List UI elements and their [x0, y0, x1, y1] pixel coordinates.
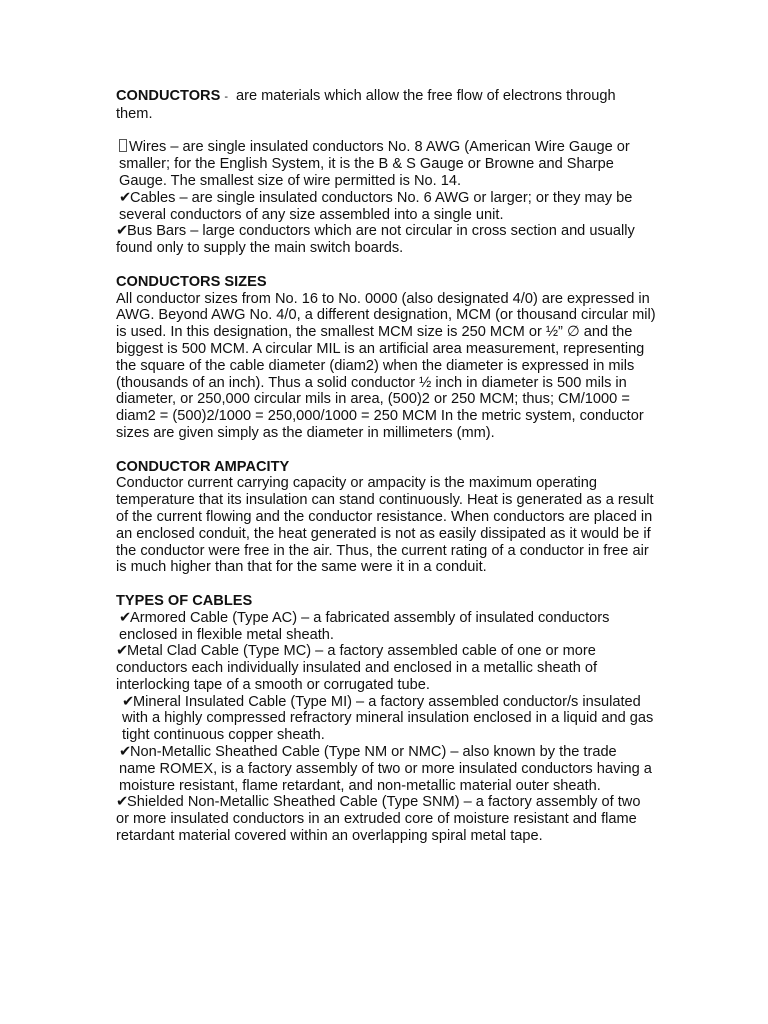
- conductors-definition: [116, 88, 656, 123]
- cable-item: [116, 610, 656, 644]
- spacer: [116, 442, 656, 459]
- cable-item: [116, 794, 656, 844]
- ampacity-heading: CONDUCTOR AMPACITY: [116, 458, 290, 475]
- document-page: [116, 88, 656, 845]
- box-bullet-icon: [119, 139, 127, 152]
- spacer: [116, 257, 656, 274]
- cable-item-text: Non-Metallic Sheathed Cable (Type NM or NMC) – also known by the trade name ROMEX, is a factory assembly of two or more insulated conductors having a moisture resistant, flame retardant, and non-metallic material outer sheath.: [119, 744, 652, 794]
- sizes-body: All conductor sizes from No. 16 to No. 0000 (also designated 4/0) are expressed in AWG. Beyond AWG No. 4/0, a different designation, MCM (or thousand circular mil) is used. In this designation, the smallest MCM size is 250 MCM or ½” ∅ and the biggest is 500 MCM. A circular MIL is an artificial area measurement, representing the square of the cable diameter (diam2) when the diameter is expressed in mils (thousands of an inch). Thus a solid conductor ½ inch in diameter is 500 mils in diameter, or 250,000 circular mils in area, (500)2 or 250 MCM; thus; CM/1000 = diam2 = (500)2/1000 = 250,000/1000 = 250 MCM In the metric system, conductor sizes are given simply as the diameter in millimeters (mm).: [116, 290, 656, 441]
- definition-text: Wires – are single insulated conductors No. 8 AWG (American Wire Gauge or smaller; for the English System, it is the B & S Gauge or Browne and Sharpe Gauge. The smallest size of wire permitted is No. 14.: [119, 139, 630, 189]
- check-bullet-icon: ✔: [119, 744, 132, 761]
- check-bullet-icon: ✔: [119, 609, 132, 626]
- definition-text: Cables – are single insulated conductors No. 6 AWG or larger; or they may be several conductors of any size assembled into a single unit.: [119, 189, 633, 223]
- check-bullet-icon: ✔: [116, 794, 129, 811]
- definition-bus-bars: [116, 223, 656, 257]
- conductors-heading: CONDUCTORS: [116, 88, 221, 104]
- ampacity-body: Conductor current carrying capacity or ampacity is the maximum operating temperature that its insulation can stand continuously. Heat is generated as a result of the current flowing and the conductor resistance. When conductors are placed in an enclosed conduit, the heat generated is not as easily dissipated as it would be if the conductor were free in the air. Thus, the current rating of a conductor in free air is much higher than that for the same were it in a conduit.: [116, 475, 654, 576]
- cable-item: [116, 694, 656, 744]
- definition-wires: [116, 139, 656, 189]
- check-bullet-icon: ✔: [119, 189, 132, 206]
- cable-item-text: Mineral Insulated Cable (Type MI) – a factory assembled conductor/s insulated with a highly compressed refractory mineral insulation enclosed in a liquid and gas tight continuous copper sheath.: [122, 693, 654, 744]
- check-bullet-icon: ✔: [122, 693, 135, 710]
- cable-item-text: Shielded Non-Metallic Sheathed Cable (Type SNM) – a factory assembly of two or more insulated conductors in an extruded core of moisture resistant and flame retardant material covered within an overlapping spiral metal tape.: [116, 794, 641, 845]
- cable-item: [116, 744, 656, 794]
- check-bullet-icon: ✔: [116, 223, 129, 240]
- sizes-heading: CONDUCTORS SIZES: [116, 273, 267, 290]
- separator: -: [224, 91, 228, 103]
- check-bullet-icon: ✔: [116, 643, 129, 660]
- cable-item-text: Armored Cable (Type AC) – a fabricated assembly of insulated conductors enclosed in flexible metal sheath.: [119, 609, 610, 643]
- definition-text: Bus Bars – large conductors which are not circular in cross section and usually found only to supply the main switch boards.: [116, 223, 635, 257]
- conductors-text: are materials which allow the free flow of electrons through them.: [116, 88, 616, 122]
- cables-heading: TYPES OF CABLES: [116, 592, 253, 609]
- spacer: [116, 576, 656, 593]
- definition-cables: [116, 190, 656, 224]
- spacer: [116, 123, 656, 140]
- cable-item: [116, 643, 656, 693]
- cable-item-text: Metal Clad Cable (Type MC) – a factory assembled cable of one or more conductors each individually insulated and enclosed in a metallic sheath of interlocking tape of a smooth or corrugated tube.: [116, 643, 598, 693]
